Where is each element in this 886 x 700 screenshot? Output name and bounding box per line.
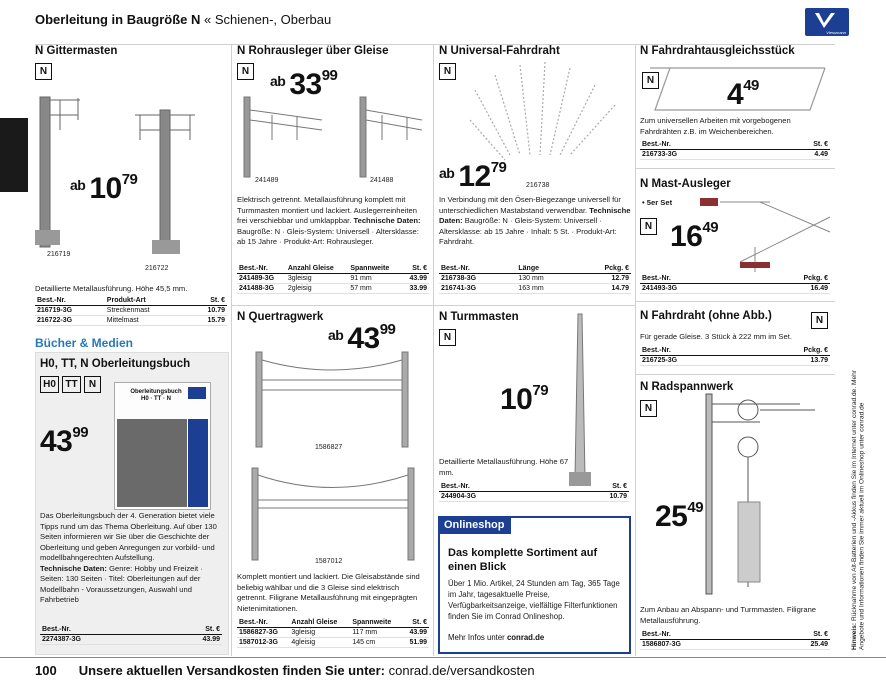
product-description: Komplett montiert und lackiert. Die Gleisabstände sind beliebig wählbar und die 3 Gleise sind elektrisch getrennt. Filigrane Metallausführung mit eingeprägten Nietenimitationen. (237, 572, 420, 613)
divider (636, 301, 835, 302)
table-row: 216738-3G 130 mm 12.79 (441, 275, 629, 282)
price-table: Best.-Nr. Anzahl Gleise Spannweite St. € 1586827-3G 3gleisig 117 mm 43.99 1587012-3G 4gleisig 145 cm 51.99 (239, 619, 427, 646)
price-table: Best.-Nr. St. € 1586807-3G 25.49 (642, 631, 828, 648)
price-table: Best.-Nr. Produkt-Art St. € 216719-3G Streckenmast 10.79 216722-3G Mittelmast 15.79 (37, 297, 225, 324)
image-label: 241488 (370, 177, 394, 184)
cover-stripe (188, 419, 208, 507)
scale-badge: N (237, 63, 254, 80)
breadcrumb: « Schienen-, Oberbau (204, 12, 332, 27)
table-row: 1586827-3G 3gleisig 117 mm 43.99 (239, 629, 427, 636)
table-row: 1586807-3G 25.49 (642, 641, 828, 648)
price: $^{ab}$ $33^{99}$ (270, 67, 338, 101)
divider (636, 374, 835, 375)
product-title: N Radspannwerk (640, 381, 734, 393)
product-description: Zum universellen Arbeiten mit vorgebogenen Fahrdrähten z.B. im Weichenbereichen. (640, 116, 791, 136)
table-row: 216733-3G 4.49 (642, 151, 828, 158)
divider (232, 305, 433, 306)
footer (35, 663, 535, 678)
product-title: H0, TT, N Oberleitungsbuch (40, 358, 191, 370)
image-label: 216719 (47, 251, 71, 258)
divider (636, 168, 835, 169)
product-description: In Verbindung mit den Ösen-Biegezange universell für unterschiedlichen Mastabstand verwendbar. Technische Daten: Baugröße: N · Gleis-System: Universell · Altersklasse: ab 15 Jahre · Inhalt: 5 St. · Produkt-Art: Fahrdraht. (439, 195, 631, 246)
price-table: Best.-Nr. Pckg. € 241493-3G 16.49 (642, 275, 828, 292)
scale-badge: TT (62, 376, 81, 393)
onlineshop-box (438, 516, 631, 654)
table-row: 244904-3G 10.79 (441, 493, 627, 500)
image-label: 1587012 (315, 558, 343, 565)
table-row: 216719-3G Streckenmast 10.79 (37, 307, 225, 314)
page-header (35, 12, 331, 27)
page-number: 100 (35, 663, 57, 678)
price: $4^{49}$ (727, 77, 759, 111)
book-cover (114, 382, 211, 510)
brand-logo (805, 8, 849, 36)
scale-badge: H0 (40, 376, 59, 393)
product-title: N Rohrausleger über Gleise (237, 45, 389, 57)
scale-badge: N (439, 329, 456, 346)
product-title: N Fahrdrahtausgleichsstück (640, 45, 795, 57)
footer-rule (0, 657, 886, 658)
footer-text: Unsere aktuellen Versandkosten finden Sie unter: (78, 663, 386, 678)
product-title: N Turmmasten (439, 311, 519, 323)
table-row: 241489-3G 3gleisig 91 mm 43.99 (239, 275, 427, 282)
side-tab (0, 118, 28, 192)
product-description: Detaillierte Metallausführung. Höhe 67 mm. (439, 457, 569, 477)
product-title: N Mast-Ausleger (640, 178, 731, 190)
quertragwerk-image (232, 350, 432, 570)
table-row: 2274387-3G 43.99 (42, 636, 220, 643)
product-description: Das Oberleitungsbuch der 4. Generation bietet viele Tipps rund um das Thema Oberleitung. Auf über 130 Seiten informieren wir Sie über die Geschichte der Oberleitung und geben Anregungen zur vorbild- und modellbahngerechten Aufstellung. Technische Daten: Genre: Hobby und Freizeit · Seiten: 130 Seiten · Titel: Oberleitungen auf der Modellbahn - Voraussetzungen, Auswahl und Fahrbetrieb (40, 511, 217, 604)
price-table: Best.-Nr. Anzahl Gleise Spannweite St. € 241489-3G 3gleisig 91 mm 43.99 241488-3G 2gleisig 57 mm 33.99 (239, 265, 427, 292)
brand-mark-icon (188, 387, 206, 399)
price: $10^{79}$ (500, 382, 549, 416)
onlineshop-title: Das komplette Sortiment auf einen Blick (448, 547, 598, 573)
footer-link[interactable]: conrad.de/versandkosten (388, 663, 535, 678)
divider (433, 44, 434, 656)
onlineshop-label: Onlineshop (438, 516, 511, 534)
page-title: Oberleitung in Baugröße N (35, 12, 201, 27)
price-table: Best.-Nr. St. € 2274387-3G 43.99 (42, 626, 220, 643)
radspannwerk-image (700, 392, 830, 602)
section-heading: Bücher & Medien (35, 336, 134, 350)
product-title: N Universal-Fahrdraht (439, 45, 560, 57)
price: $^{ab}$ $10^{79}$ (70, 171, 138, 205)
scale-badge: N (439, 63, 456, 80)
image-label: 241489 (255, 177, 279, 184)
table-row: 216725-3G 13.79 (642, 357, 828, 364)
divider (635, 44, 636, 656)
product-description: Für gerade Gleise. 3 Stück à 222 mm im Set. (640, 332, 792, 341)
table-row: 216741-3G 163 mm 14.79 (441, 285, 629, 292)
image-label: 1586827 (315, 444, 343, 451)
product-description: Zum Anbau an Abspann- und Turmmasten. Filigrane Metallausführung. (640, 605, 817, 625)
cover-title: Oberleitungsbuch H0 · TT · N (130, 389, 182, 402)
price-table: Best.-Nr. St. € 216733-3G 4.49 (642, 141, 828, 158)
onlineshop-text: Über 1 Mio. Artikel, 24 Stunden am Tag, 365 Tage im Jahr, tagesaktuelle Preise, Verfügbarkeitsanzeige, vielfältige Filterfunktionen finden Sie im Conrad Onlineshop. (448, 579, 620, 621)
set-note: • 5er Set (642, 198, 673, 207)
scale-badge: N (35, 63, 52, 80)
brand-name: Viessmann (826, 30, 846, 35)
table-row: 216722-3G Mittelmast 15.79 (37, 317, 225, 324)
price: $43^{99}$ (40, 424, 89, 458)
price: $25^{49}$ (655, 499, 704, 533)
price-table: Best.-Nr. St. € 244904-3G 10.79 (441, 483, 627, 500)
price: $16^{49}$ (670, 219, 719, 253)
mastausleger-image (700, 192, 835, 277)
rohrausleger-image (232, 95, 432, 185)
product-description: Elektrisch getrennt. Metallausführung komplett mit Turmmasten montiert und lackiert. Auslegerreinheiten frei verschiebbar und umklappbar. Technische Daten: Baugröße: N · Gleis-System: Universell · Altersklasse: ab 15 Jahre · Produkt-Art: Rohrausleger. (237, 195, 421, 246)
cover-photo (117, 419, 187, 507)
product-title: N Fahrdraht (ohne Abb.) (640, 310, 772, 322)
scale-badge: N (640, 400, 657, 417)
price-table: Best.-Nr. Pckg. € 216725-3G 13.79 (642, 347, 828, 364)
scale-badge: N (642, 72, 659, 89)
product-title: N Gittermasten (35, 45, 118, 57)
image-label: 216738 (526, 182, 550, 189)
scale-badge: N (811, 312, 828, 329)
price: $^{ab}$ $43^{99}$ (328, 321, 396, 355)
side-note: Hinweis: Rücknahme von Alt-Batterien und -Akkus finden Sie im Internet unter conrad.de. Mehr Angebote und Informationen finden Sie immer aktuell im Onlineshop unter conrad.de (851, 369, 866, 650)
scale-badge: N (84, 376, 101, 393)
price: $^{ab}$ $12^{79}$ (439, 159, 507, 193)
divider (434, 305, 635, 306)
table-row: 241488-3G 2gleisig 57 mm 33.99 (239, 285, 427, 292)
price-table: Best.-Nr. Länge Pckg. € 216738-3G 130 mm 12.79 216741-3G 163 mm 14.79 (441, 265, 629, 292)
image-label: 216722 (145, 265, 169, 272)
product-description: Detaillierte Metallausführung. Höhe 45,5 mm. (35, 284, 188, 293)
turmmast-image (565, 312, 605, 492)
scale-badge: N (640, 218, 657, 235)
onlineshop-link[interactable]: conrad.de (506, 633, 545, 642)
product-title: N Quertragwerk (237, 311, 324, 323)
onlineshop-more: Mehr Infos unter conrad.de (448, 633, 545, 642)
table-row: 241493-3G 16.49 (642, 285, 828, 292)
table-row: 1587012-3G 4gleisig 145 cm 51.99 (239, 639, 427, 646)
